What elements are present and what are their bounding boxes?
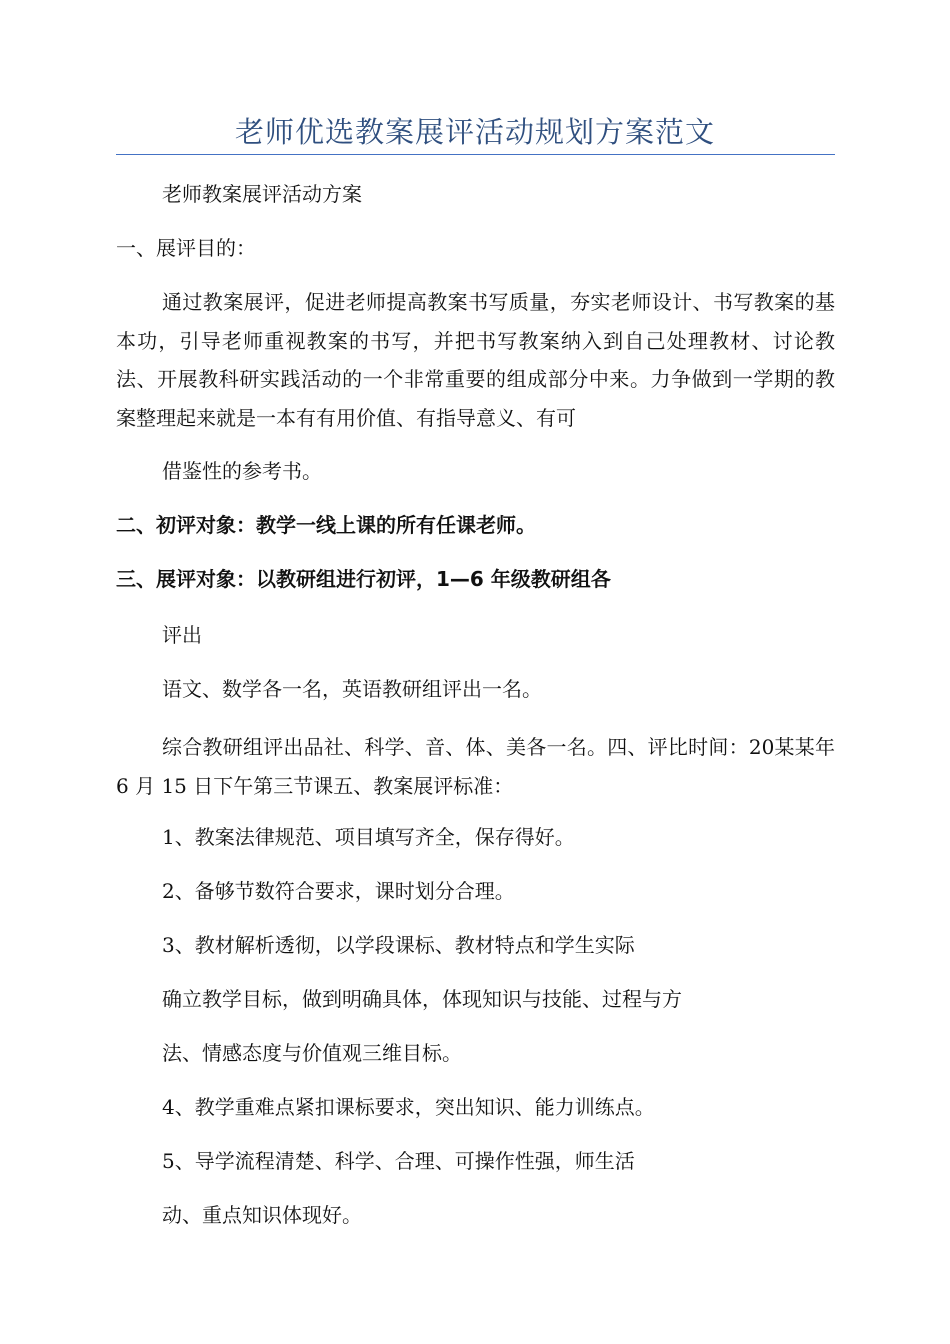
standard-item-2: 2、备够节数符合要求，课时划分合理。 [162,879,515,903]
general-group-paragraph: 综合教研组评出品社、科学、音、体、美各一名。四、评比时间：20某某年 6 月 15 日下午第三节课五、教案展评标准： [116,735,835,798]
standard-item-5: 5、导学流程清楚、科学、合理、可操作性强，师生活 [162,1149,635,1173]
purpose-continuation: 借鉴性的参考书。 [162,459,322,483]
standard-item-1: 1、教案法律规范、项目填写齐全，保存得好。 [162,825,575,849]
standard-item-3-continuation-1: 确立教学目标，做到明确具体，体现知识与技能、过程与方 [162,987,682,1011]
exhibition-continuation: 评出 [162,623,202,647]
standard-item-3: 3、教材解析透彻，以学段课标、教材特点和学生实际 [162,933,635,957]
standard-item-3-continuation-2: 法、情感态度与价值观三维目标。 [162,1041,462,1065]
language-math-line: 语文、数学各一名，英语教研组评出一名。 [162,677,542,701]
purpose-paragraph: 通过教案展评，促进老师提高教案书写质量，夯实老师设计、书写教案的基本功，引导老师重视教案的书写，并把书写教案纳入到自己处理教材、讨论教法、开展教科研实践活动的一个非常重要的组成部分中来。力争做到一学期的教案整理起来就是一本有有用价值、有指导意义、有可 [116,290,835,430]
subtitle: 老师教案展评活动方案 [162,182,362,206]
section-heading-exhibition: 三、展评对象：以教研组进行初评，1—6 年级教研组各 [116,567,611,591]
section-heading-purpose: 一、展评目的： [116,236,256,260]
standard-item-5-continuation: 动、重点知识体现好。 [162,1203,362,1227]
section-heading-initial-review: 二、初评对象：教学一线上课的所有任课老师。 [116,513,536,537]
document-title: 老师优选教案展评活动规划方案范文 [234,115,715,149]
title-underline [116,154,835,155]
standard-item-4: 4、教学重难点紧扣课标要求，突出知识、能力训练点。 [162,1095,655,1119]
